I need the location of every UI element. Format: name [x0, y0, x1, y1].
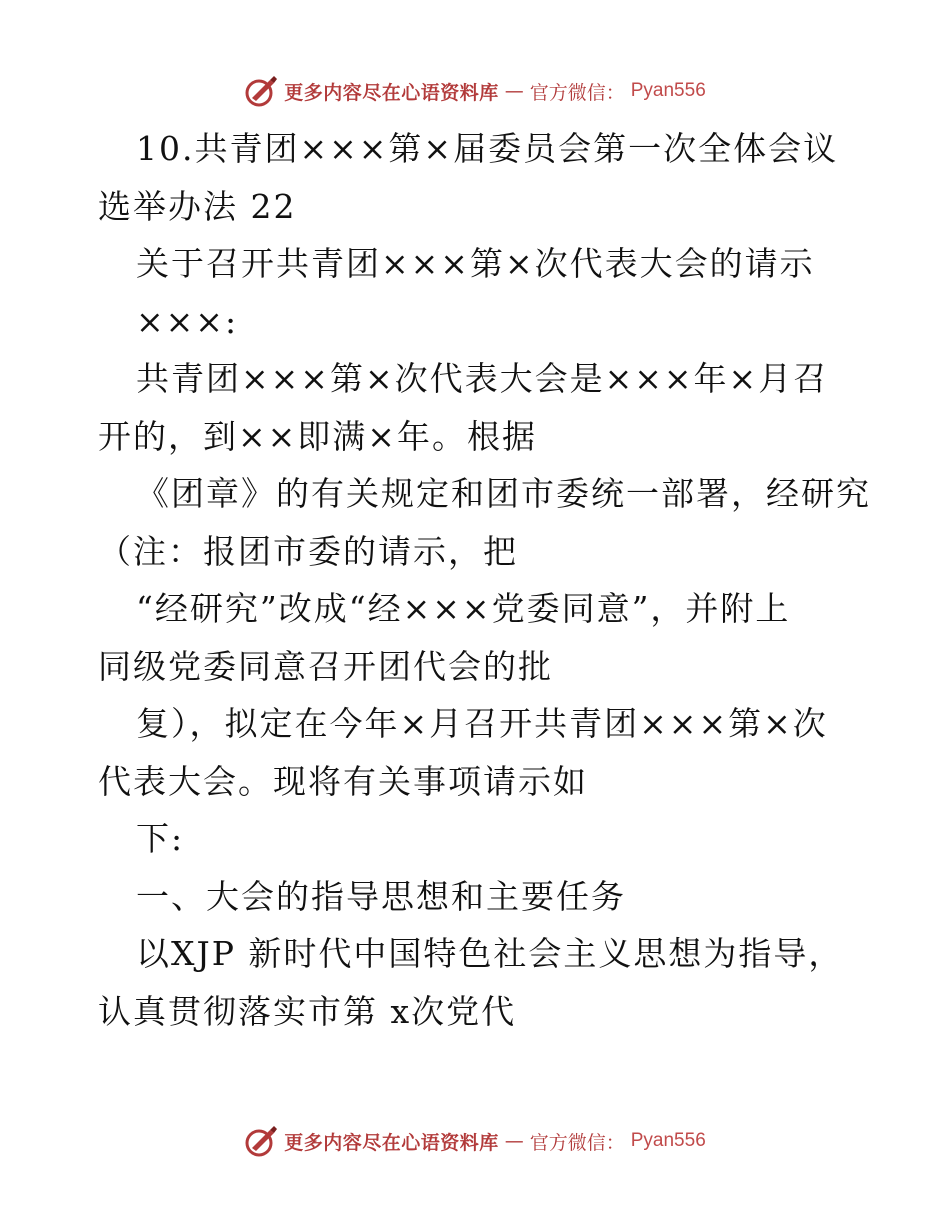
- watermark-header: [0, 74, 950, 108]
- document-line: 10.共青团×××第×届委员会第一次全体会议: [136, 129, 839, 168]
- document-line: 下:: [136, 819, 185, 858]
- document-line: “经研究”改成“经×××党委同意”，并附上: [136, 589, 791, 628]
- document-line: 认真贯彻落实市第 x次党代: [98, 991, 517, 1031]
- document-line: 选举办法 22: [98, 186, 297, 226]
- document-body: [98, 120, 871, 1040]
- document-line: 共青团×××第×次代表大会是×××年×月召: [136, 359, 829, 398]
- watermark-contact-label: 官方微信：: [529, 1131, 625, 1154]
- watermark-separator: —: [504, 80, 524, 102]
- watermark-contact-id: Pyan556: [630, 1130, 706, 1151]
- document-line: 代表大会。现将有关事项请示如: [98, 761, 588, 801]
- document-line: 开的，到××即满×年。根据: [98, 416, 537, 456]
- watermark-footer: [0, 1124, 950, 1158]
- watermark-contact-label: 官方微信：: [529, 81, 625, 104]
- watermark-brand: 更多内容尽在心语资料库: [284, 1131, 499, 1154]
- watermark-contact-id: Pyan556: [630, 80, 706, 101]
- document-line: 同级党委同意召开团代会的批: [98, 646, 553, 686]
- document-line: 以XJP 新时代中国特色社会主义思想为指导，: [136, 934, 844, 973]
- document-line: 一、大会的指导思想和主要任务: [136, 876, 626, 916]
- pen-logo-icon: [244, 1124, 278, 1158]
- document-line: （注：报团市委的请示，把: [98, 531, 518, 571]
- document-line: 关于召开共青团×××第×次代表大会的请示: [136, 244, 815, 283]
- document-line: ×××:: [136, 301, 239, 341]
- document-line: 复），拟定在今年×月召开共青团×××第×次: [136, 704, 828, 743]
- pen-logo-icon: [244, 74, 278, 108]
- document-line: 《团章》的有关规定和团市委统一部署，经研究: [136, 474, 871, 513]
- watermark-separator: —: [504, 1130, 524, 1152]
- watermark-brand: 更多内容尽在心语资料库: [284, 81, 499, 104]
